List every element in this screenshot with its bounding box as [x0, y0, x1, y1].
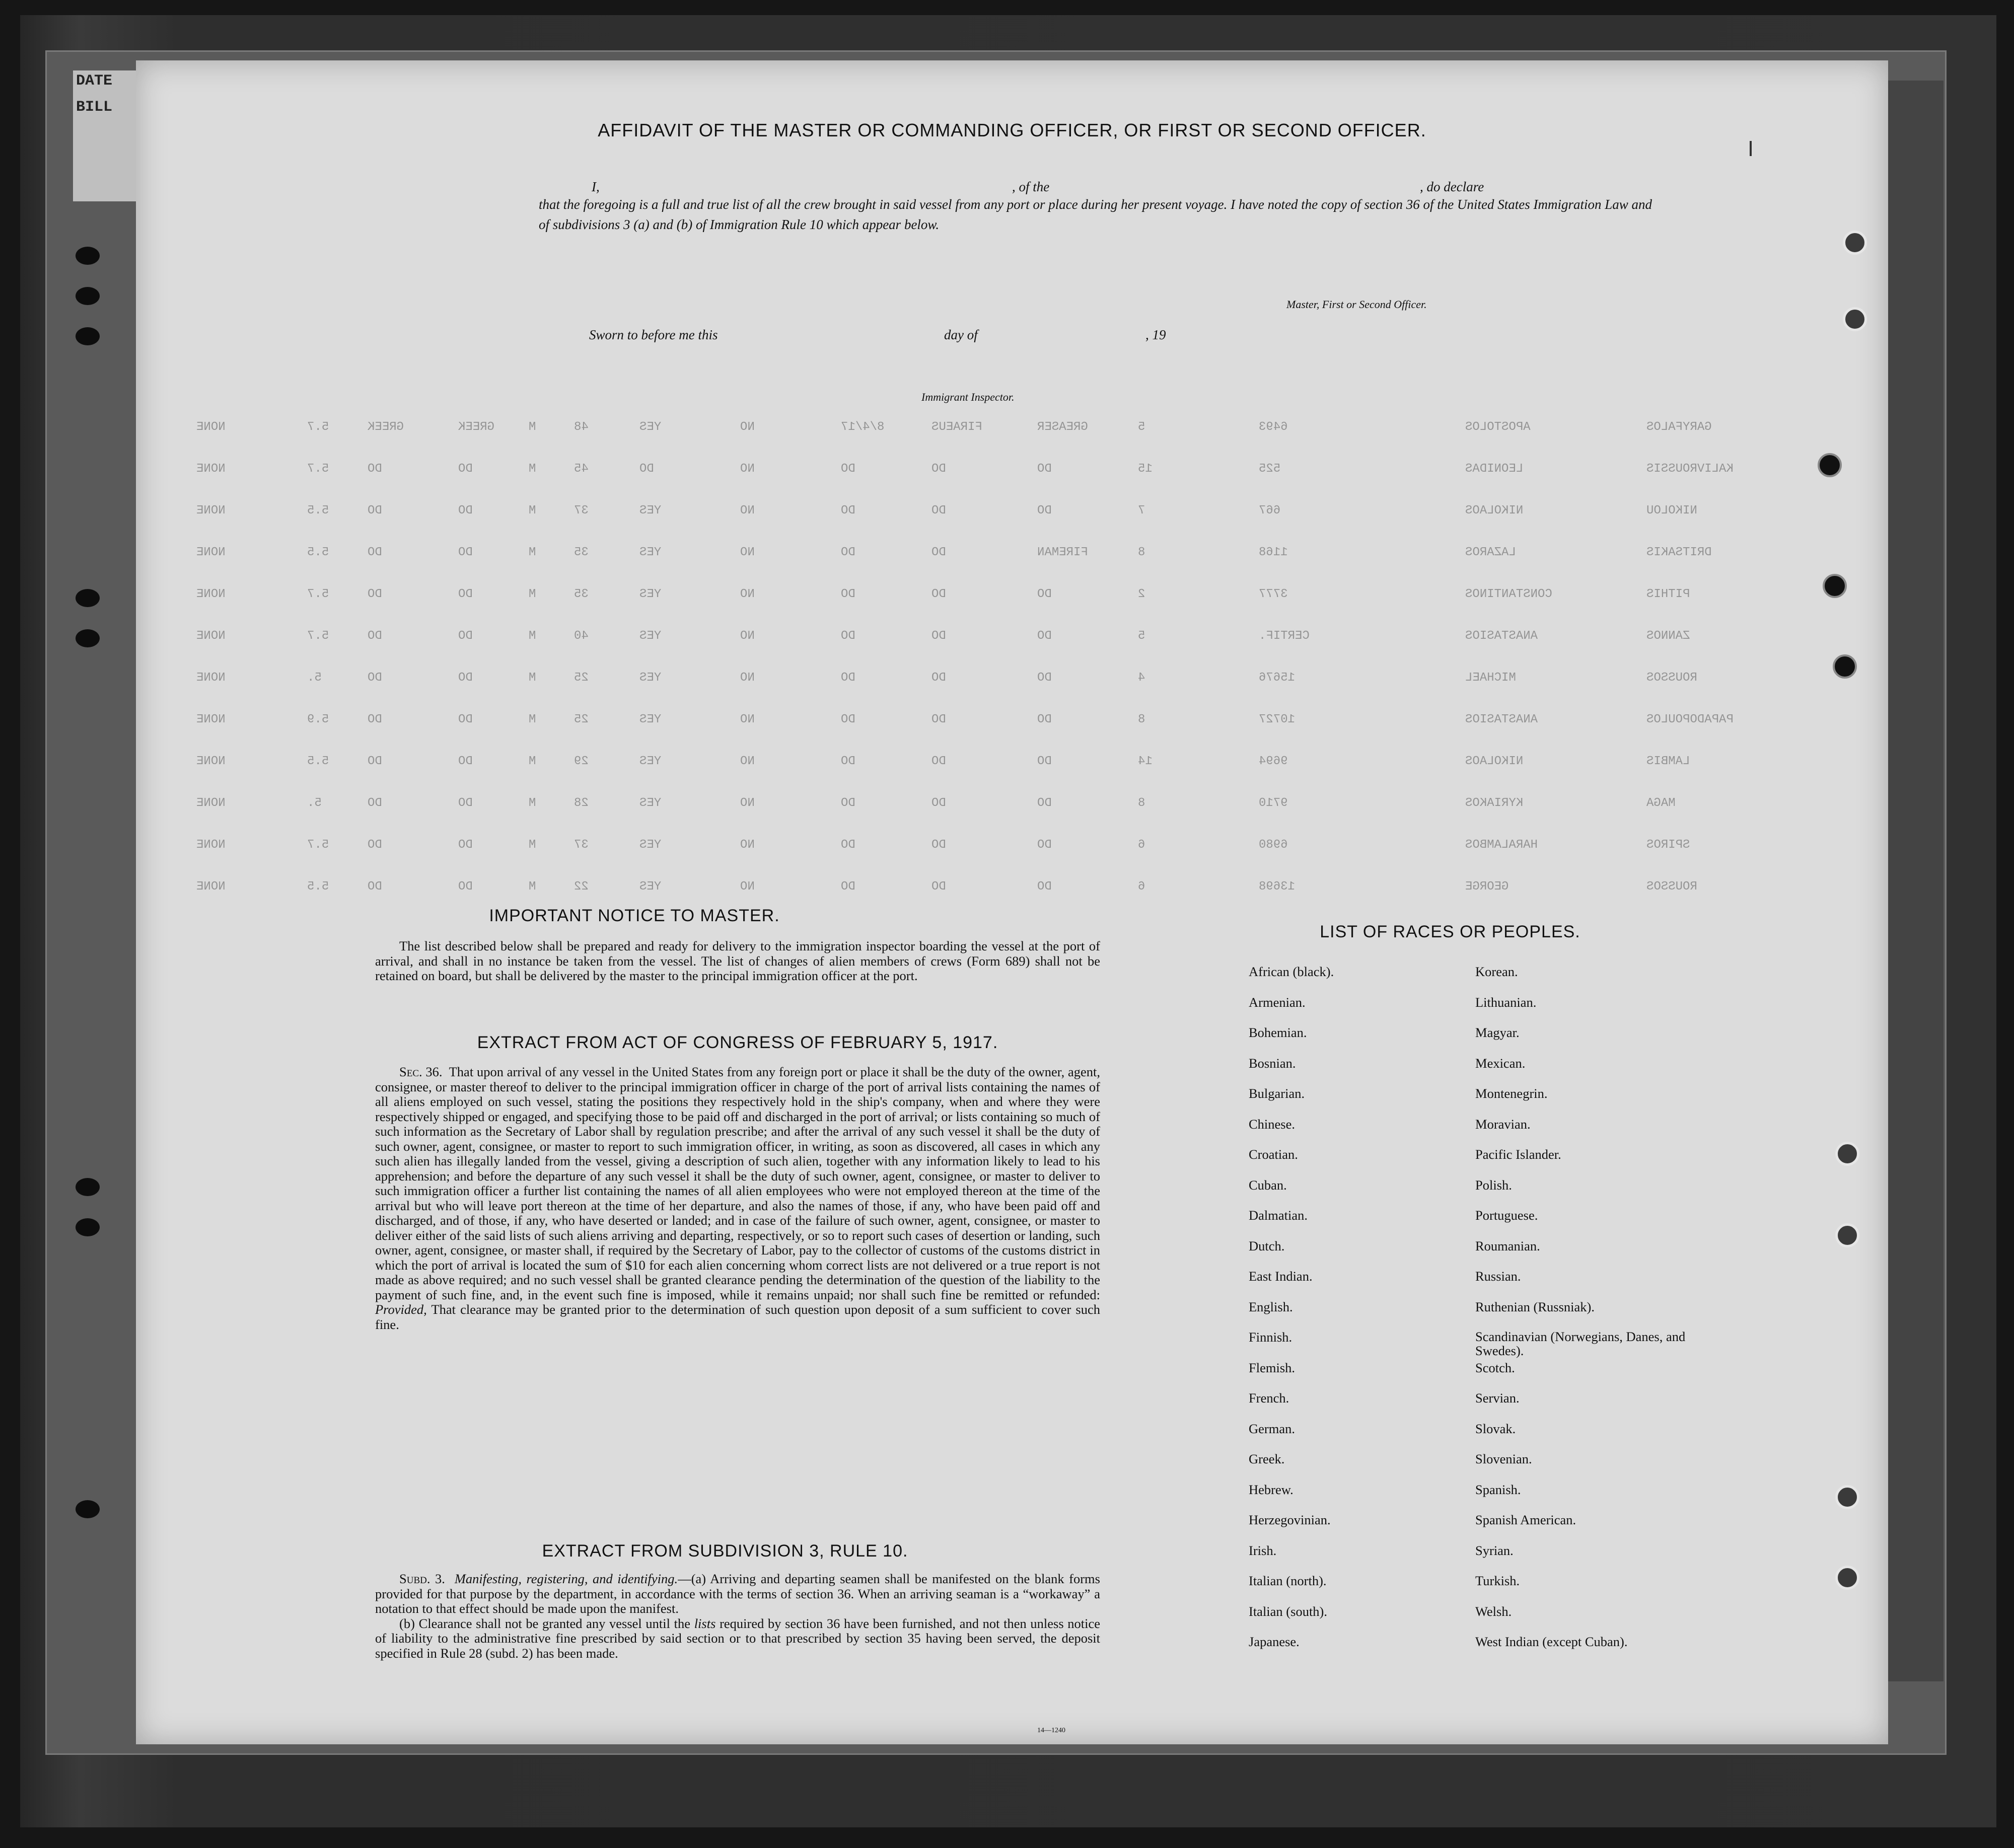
- bleed-through-cell: DO: [931, 755, 946, 768]
- bleed-through-cell: CERTIF.: [1259, 629, 1310, 643]
- race-item: Lithuanian.: [1475, 994, 1537, 1010]
- notice-text: [375, 939, 1100, 984]
- bleed-through-cell: GREEK: [458, 420, 495, 434]
- race-item: Korean.: [1475, 964, 1518, 979]
- race-item: Spanish American.: [1475, 1512, 1576, 1527]
- bleed-through-cell: NO: [740, 755, 755, 768]
- race-item: Moravian.: [1475, 1116, 1531, 1132]
- bleed-through-cell: DO: [1037, 755, 1052, 768]
- underlying-label-date: DATE: [76, 72, 113, 90]
- bleed-through-cell: YES: [639, 671, 662, 685]
- bleed-through-cell: 37: [574, 838, 589, 852]
- bleed-through-cell: DO: [458, 880, 473, 894]
- bleed-through-cell: NO: [740, 713, 755, 726]
- bleed-through-cell: DO: [1037, 838, 1052, 852]
- bleed-through-cell: M: [529, 796, 536, 810]
- bleed-through-cell: LAMBIS: [1646, 755, 1690, 768]
- bleed-through-cell: 8: [1138, 546, 1145, 559]
- bleed-through-cell: M: [529, 880, 536, 894]
- bleed-through-cell: 4: [1138, 671, 1145, 685]
- bleed-through-cell: DO: [1037, 671, 1052, 685]
- binder-hole-icon: [76, 287, 100, 305]
- subdivision-title: Manifesting, registering, and identifying.: [454, 1571, 678, 1586]
- bleed-through-cell: GARYFALOS: [1646, 420, 1712, 434]
- bleed-through-cell: YES: [639, 546, 662, 559]
- race-item: Polish.: [1475, 1177, 1512, 1193]
- bleed-through-cell: FIRAEUS: [931, 420, 982, 434]
- race-item: Syrian.: [1475, 1542, 1514, 1558]
- bleed-through-cell: DO: [1037, 796, 1052, 810]
- bleed-through-row: [136, 462, 1888, 482]
- binder-hole-icon: [76, 1218, 100, 1236]
- bleed-through-cell: 25: [574, 671, 589, 685]
- bleed-through-cell: DO: [368, 671, 382, 685]
- bleed-through-cell: 5.7: [307, 629, 329, 643]
- bleed-through-cell: ZANNOS: [1646, 629, 1690, 643]
- bleed-through-cell: DO: [1037, 880, 1052, 894]
- bleed-through-cell: GEORGE: [1465, 880, 1509, 894]
- bleed-through-cell: 6980: [1259, 838, 1288, 852]
- binder-hole-icon: [76, 327, 100, 345]
- bleed-through-cell: DO: [368, 880, 382, 894]
- bleed-through-cell: 29: [574, 755, 589, 768]
- paragraph-b-post: required by section 36 have been furnished, and not then unless notice of liability to the administrative fine prescribed by said section or to that prescribed by section 35 having been served, the deposit specified in Rule 28 (subd. 2) has been made.: [375, 1615, 1101, 1661]
- bleed-through-cell: ANASTASIOS: [1465, 713, 1538, 726]
- bleed-through-cell: DO: [368, 587, 382, 601]
- bleed-through-cell: DO: [931, 462, 946, 476]
- manifest-page: [136, 60, 1888, 1744]
- bleed-through-cell: DO: [841, 755, 855, 768]
- bleed-through-cell: NONE: [196, 629, 226, 643]
- race-item: Montenegrin.: [1475, 1086, 1548, 1101]
- bleed-through-cell: NO: [740, 880, 755, 894]
- bleed-through-cell: DO: [841, 546, 855, 559]
- punch-hole-icon: [1835, 1485, 1859, 1509]
- bleed-through-cell: DO: [841, 629, 855, 643]
- bleed-through-cell: DO: [1037, 462, 1052, 476]
- bleed-through-cell: 3777: [1259, 587, 1288, 601]
- affidavit-sworn-label: Sworn to before me this: [589, 327, 718, 342]
- race-item: East Indian.: [1249, 1269, 1313, 1284]
- punch-hole-icon: [1835, 1223, 1859, 1247]
- bleed-through-cell: YES: [639, 629, 662, 643]
- race-item: Italian (south).: [1249, 1603, 1328, 1619]
- bleed-through-cell: 22: [574, 880, 589, 894]
- punch-hole-icon: [1835, 1566, 1859, 1590]
- races-heading: LIST OF RACES OR PEOPLES.: [1320, 922, 1580, 941]
- bleed-through-cell: 525: [1259, 462, 1281, 476]
- bleed-through-cell: DO: [931, 713, 946, 726]
- bleed-through-row: [136, 838, 1888, 858]
- bleed-through-cell: NONE: [196, 462, 226, 476]
- bleed-through-cell: 5.9: [307, 713, 329, 726]
- bleed-through-cell: M: [529, 713, 536, 726]
- bleed-through-cell: 5: [1138, 629, 1145, 643]
- affidavit-title: AFFIDAVIT OF THE MASTER OR COMMANDING OFFICER, OR FIRST OR SECOND OFFICER.: [598, 120, 1426, 140]
- bleed-through-cell: NONE: [196, 587, 226, 601]
- bleed-through-cell: M: [529, 462, 536, 476]
- bleed-through-cell: DO: [458, 587, 473, 601]
- bleed-through-cell: 8: [1138, 713, 1145, 726]
- bleed-through-cell: NIKOLAOS: [1465, 504, 1524, 518]
- race-item: Bulgarian.: [1249, 1086, 1305, 1101]
- bleed-through-cell: 45: [574, 462, 589, 476]
- bleed-through-cell: DO: [368, 796, 382, 810]
- bleed-through-cell: 5.: [307, 796, 322, 810]
- race-item: Irish.: [1249, 1542, 1277, 1558]
- bleed-through-cell: 5.5: [307, 504, 329, 518]
- bleed-through-cell: 9710: [1259, 796, 1288, 810]
- bleed-through-cell: KALIVROUSSIS: [1646, 462, 1734, 476]
- bleed-through-cell: 6: [1138, 880, 1145, 894]
- race-item: Armenian.: [1249, 994, 1306, 1010]
- bleed-through-cell: DO: [931, 587, 946, 601]
- affidavit-officer-label: Master, First or Second Officer.: [1286, 298, 1427, 311]
- bleed-through-cell: NO: [740, 546, 755, 559]
- race-item: Scotch.: [1475, 1360, 1515, 1375]
- bleed-through-cell: NO: [740, 838, 755, 852]
- race-item: English.: [1249, 1299, 1293, 1314]
- bleed-through-cell: 10727: [1259, 713, 1296, 726]
- bleed-through-cell: NIKOLOU: [1646, 504, 1697, 518]
- race-item: Mexican.: [1475, 1055, 1526, 1071]
- race-item: Bosnian.: [1249, 1055, 1296, 1071]
- binder-hole-icon: [76, 629, 100, 647]
- bleed-through-cell: 37: [574, 504, 589, 518]
- punch-hole-icon: [1835, 1142, 1859, 1166]
- bleed-through-cell: ANASTASIOS: [1465, 629, 1538, 643]
- bleed-through-cell: NO: [740, 587, 755, 601]
- affidavit-i-label: I,: [592, 179, 600, 194]
- bleed-through-cell: M: [529, 504, 536, 518]
- bleed-through-cell: SPIROS: [1646, 838, 1690, 852]
- bleed-through-cell: YES: [639, 755, 662, 768]
- bleed-through-cell: M: [529, 587, 536, 601]
- bleed-through-cell: 28: [574, 796, 589, 810]
- bleed-through-cell: DO: [841, 713, 855, 726]
- race-item: Ruthenian (Russniak).: [1475, 1299, 1595, 1314]
- bleed-through-cell: NO: [740, 671, 755, 685]
- bleed-through-cell: 6: [1138, 838, 1145, 852]
- race-item: Hebrew.: [1249, 1482, 1293, 1497]
- bleed-through-cell: NONE: [196, 755, 226, 768]
- bleed-through-cell: NONE: [196, 838, 226, 852]
- bleed-through-cell: DO: [368, 462, 382, 476]
- bleed-through-cell: 25: [574, 713, 589, 726]
- bleed-through-cell: NO: [740, 420, 755, 434]
- punch-hole-icon: [1833, 654, 1857, 679]
- bleed-through-row: [136, 755, 1888, 775]
- race-item: Cuban.: [1249, 1177, 1287, 1193]
- bleed-through-cell: CONSTANTINOS: [1465, 587, 1552, 601]
- paragraph-b-lists: lists: [694, 1615, 716, 1631]
- punch-hole-icon: [1843, 307, 1867, 331]
- race-item: Scandinavian (Norwegians, Danes, and Swedes).: [1475, 1329, 1686, 1358]
- bleed-through-cell: YES: [639, 713, 662, 726]
- affidavit-year-label: , 19: [1145, 327, 1166, 342]
- bleed-through-cell: PITHIS: [1646, 587, 1690, 601]
- bleed-through-cell: 5: [1138, 420, 1145, 434]
- bleed-through-cell: APOSTOLOS: [1465, 420, 1531, 434]
- paragraph-b-label: (b): [399, 1615, 415, 1631]
- bleed-through-cell: DO: [841, 504, 855, 518]
- affidavit-inspector-label: Immigrant Inspector.: [921, 391, 1015, 403]
- bleed-through-cell: M: [529, 420, 536, 434]
- bleed-through-cell: 6493: [1259, 420, 1288, 434]
- bleed-through-row: [136, 546, 1888, 566]
- bleed-through-row: [136, 796, 1888, 817]
- race-item: Spanish.: [1475, 1482, 1521, 1497]
- rule-extract-text: [375, 1572, 1100, 1661]
- rule-extract-heading: EXTRACT FROM SUBDIVISION 3, RULE 10.: [542, 1541, 908, 1561]
- bleed-through-cell: GREEK: [368, 420, 404, 434]
- bleed-through-cell: 8/4/17: [841, 420, 885, 434]
- race-item: Turkish.: [1475, 1573, 1520, 1588]
- bleed-through-cell: 9694: [1259, 755, 1288, 768]
- bleed-through-cell: DO: [368, 755, 382, 768]
- bleed-through-cell: HARALAMBOS: [1465, 838, 1538, 852]
- bleed-through-cell: M: [529, 671, 536, 685]
- bleed-through-cell: NONE: [196, 671, 226, 685]
- bleed-through-cell: YES: [639, 796, 662, 810]
- bleed-through-row: [136, 671, 1888, 691]
- binder-hole-icon: [76, 1178, 100, 1196]
- race-item: Croatian.: [1249, 1147, 1298, 1162]
- subdivision-label: Subd. 3.: [399, 1571, 445, 1586]
- bleed-through-cell: 14: [1138, 755, 1153, 768]
- paragraph-a-label: —(a): [678, 1571, 706, 1586]
- bleed-through-cell: DO: [639, 462, 654, 476]
- race-item: West Indian (except Cuban).: [1475, 1634, 1628, 1649]
- bleed-through-cell: LAZAROS: [1465, 546, 1516, 559]
- bleed-through-cell: KYRIAKOS: [1465, 796, 1524, 810]
- bleed-through-cell: NONE: [196, 796, 226, 810]
- race-item: Portuguese.: [1475, 1208, 1538, 1223]
- race-item: Roumanian.: [1475, 1238, 1540, 1253]
- bleed-through-cell: DO: [368, 713, 382, 726]
- bleed-through-cell: DO: [458, 504, 473, 518]
- notice-paragraph: The list described below shall be prepared and ready for delivery to the immigration inspector boarding the vessel at the port of arrival, and shall in no instance be taken from the vessel. The list of changes of alien members of crews (Form 689) shall not be retained on board, but shall be delivered by the master to the principal immigration officer at the port.: [375, 938, 1100, 983]
- race-item: Finnish.: [1249, 1329, 1292, 1345]
- bleed-through-cell: DO: [368, 504, 382, 518]
- race-item: Slovenian.: [1475, 1451, 1532, 1466]
- bleed-through-cell: 5.: [307, 671, 322, 685]
- bleed-through-cell: M: [529, 755, 536, 768]
- bleed-through-cell: M: [529, 838, 536, 852]
- binder-hole-icon: [76, 589, 100, 607]
- bleed-through-cell: 7: [1138, 504, 1145, 518]
- paragraph-b-pre: Clearance shall not be granted any vessel until the: [418, 1615, 691, 1631]
- bleed-through-cell: DO: [368, 629, 382, 643]
- bleed-through-row: [136, 629, 1888, 649]
- bleed-through-cell: DO: [841, 796, 855, 810]
- bleed-through-cell: DO: [368, 838, 382, 852]
- race-item: French.: [1249, 1390, 1289, 1406]
- bleed-through-cell: YES: [639, 880, 662, 894]
- race-item: Chinese.: [1249, 1116, 1295, 1132]
- bleed-through-cell: NO: [740, 504, 755, 518]
- bleed-through-cell: 5.7: [307, 420, 329, 434]
- bleed-through-cell: DO: [841, 880, 855, 894]
- bleed-through-cell: YES: [639, 420, 662, 434]
- race-item: Servian.: [1475, 1390, 1520, 1406]
- bleed-through-cell: NONE: [196, 713, 226, 726]
- binder-hole-icon: [76, 247, 100, 265]
- bleed-through-cell: MAGA: [1646, 796, 1676, 810]
- bleed-through-cell: 35: [574, 587, 589, 601]
- bleed-through-cell: 5.7: [307, 838, 329, 852]
- race-item: Dalmatian.: [1249, 1208, 1308, 1223]
- race-item: Slovak.: [1475, 1421, 1516, 1436]
- rule-paragraph-b: [375, 1616, 1100, 1661]
- bleed-through-cell: 40: [574, 629, 589, 643]
- race-item: Italian (north).: [1249, 1573, 1327, 1588]
- bleed-through-cell: DO: [841, 462, 855, 476]
- bleed-through-cell: PAPADOPOULOS: [1646, 713, 1734, 726]
- bleed-through-cell: 48: [574, 420, 589, 434]
- bleed-through-cell: DO: [841, 671, 855, 685]
- bleed-through-cell: NONE: [196, 546, 226, 559]
- bleed-through-cell: NONE: [196, 420, 226, 434]
- races-right-column: [1475, 964, 1707, 1665]
- race-item: Pacific Islander.: [1475, 1147, 1561, 1162]
- bleed-through-cell: DO: [1037, 587, 1052, 601]
- bleed-through-cell: 1168: [1259, 546, 1288, 559]
- bleed-through-cell: DO: [458, 546, 473, 559]
- bleed-through-cell: DO: [1037, 713, 1052, 726]
- bleed-through-cell: DO: [458, 838, 473, 852]
- bleed-through-cell: NO: [740, 796, 755, 810]
- affidavit-body: that the foregoing is a full and true list of all the crew brought in said vessel from any port or place during her present voyage. I have noted the copy of section 36 of the United States Immigration Law and of subdivisions 3 (a) and (b) of Immigration Rule 10 which appear below.: [539, 197, 1652, 232]
- bleed-through-cell: DO: [1037, 504, 1052, 518]
- pen-tick-mark: [1750, 141, 1752, 156]
- race-item: African (black).: [1249, 964, 1334, 979]
- act-extract-body: That upon arrival of any vessel in the United States from any foreign port or place it shall be the duty of the owner, agent, consignee, or master thereof to deliver to the principal immigration officer in charge of the port of arrival lists containing the names of all aliens employed on such vessel, stating the positions they respectively hold in the ship's company, when and where they were respectively shipped or engaged, and specifying those to be paid off and discharged in the port of arrival; or lists containing so much of such information as the Secretary of Labor shall by regulation prescribe; and after the arrival of any such vessel it shall be the duty of such owner, agent, consignee, or master to report to such immigration officer, in writing, as soon as discovered, all cases in which any such alien has illegally landed from the vessel, giving a description of such alien, together with any information likely to lead to his apprehension; and before the departure of any such vessel it shall be the duty of such owner, agent, consignee, or master to deliver to such immigration officer a further list containing the names of all alien employees who were not employed thereon at the time of the arrival but who will leave port thereon at the time of her departure, and also the names of those, if any, who have been paid off and discharged, and of those, if any, who have deserted or landed; and in case of the failure of such owner, agent, consignee, or master to deliver either of the said lists of such aliens arriving and departing, respectively, or so to report such cases of desertion or landing, such owner, agent, consignee, or master shall, if required by the Secretary of Labor, pay to the collector of customs of the customs district in which the port of arrival is located the sum of $10 for each alien concerning whom correct lists are not delivered or a true report is not made as above required; and no such vessel shall be granted clearance pending the determination of the question of the liability to the payment of such fine, and, in the event such fine is imposed, while it remains unpaid; nor shall such fine be remitted or refunded:: [375, 1064, 1100, 1302]
- bleed-through-cell: YES: [639, 838, 662, 852]
- bleed-through-cell: YES: [639, 504, 662, 518]
- bleed-through-cell: NONE: [196, 880, 226, 894]
- bleed-through-cell: DO: [458, 796, 473, 810]
- paragraph-a-text: Arriving and departing seamen shall be manifested on the blank forms provided for that purpose by the department, in accordance with the terms of section 36. When an arriving seaman is a “workaway” a notation to that effect should be made upon the manifest.: [375, 1571, 1100, 1616]
- bleed-through-cell: DO: [458, 755, 473, 768]
- affidavit-day-label: day of: [944, 327, 978, 342]
- bleed-through-cell: DO: [458, 462, 473, 476]
- bleed-through-cell: DO: [931, 504, 946, 518]
- act-extract-paragraph: [375, 1065, 1100, 1332]
- race-item: Magyar.: [1475, 1025, 1520, 1040]
- bleed-through-cell: 15: [1138, 462, 1153, 476]
- bleed-through-cell: 15676: [1259, 671, 1296, 685]
- bleed-through-cell: 2: [1138, 587, 1145, 601]
- bleed-through-cell: M: [529, 546, 536, 559]
- act-extract-heading: EXTRACT FROM ACT OF CONGRESS OF FEBRUARY 5, 1917.: [477, 1033, 998, 1052]
- bleed-through-cell: NO: [740, 462, 755, 476]
- bleed-through-cell: DO: [931, 880, 946, 894]
- race-item: Flemish.: [1249, 1360, 1296, 1375]
- race-item: Greek.: [1249, 1451, 1285, 1466]
- bleed-through-cell: DO: [931, 796, 946, 810]
- affidavit-of-the-label: , of the: [1012, 179, 1050, 194]
- bleed-through-cell: LEONIDAS: [1465, 462, 1524, 476]
- binder-hole-icon: [76, 1500, 100, 1518]
- punch-hole-icon: [1818, 453, 1842, 477]
- race-item: Japanese.: [1249, 1634, 1300, 1649]
- bleed-through-cell: ROUSSOS: [1646, 671, 1697, 685]
- rule-paragraph-a: [375, 1572, 1100, 1616]
- section-label: Sec. 36.: [399, 1064, 443, 1079]
- bleed-through-cell: NONE: [196, 504, 226, 518]
- race-item: Welsh.: [1475, 1603, 1512, 1619]
- bleed-through-cell: M: [529, 629, 536, 643]
- punch-hole-icon: [1843, 231, 1867, 255]
- race-item: Herzegovinian.: [1249, 1512, 1331, 1527]
- bleed-through-cell: DO: [931, 629, 946, 643]
- bleed-through-cell: NIKOLAOS: [1465, 755, 1524, 768]
- bleed-through-cell: 5.5: [307, 880, 329, 894]
- underlying-label-bill: BILL: [76, 99, 113, 116]
- race-item: Bohemian.: [1249, 1025, 1307, 1040]
- notice-heading: IMPORTANT NOTICE TO MASTER.: [489, 906, 780, 925]
- bleed-through-cell: DO: [458, 713, 473, 726]
- race-item: Dutch.: [1249, 1238, 1285, 1253]
- bleed-through-row: [136, 420, 1888, 440]
- bleed-through-cell: NO: [740, 629, 755, 643]
- bleed-through-cell: DO: [1037, 629, 1052, 643]
- bleed-through-row: [136, 880, 1888, 900]
- right-edge-strip: [1888, 81, 1944, 1681]
- bleed-through-cell: DO: [841, 587, 855, 601]
- bleed-through-cell: ROUSSOS: [1646, 880, 1697, 894]
- races-left-column: [1249, 964, 1480, 1665]
- bleed-through-cell: DO: [931, 838, 946, 852]
- bleed-through-row: [136, 504, 1888, 524]
- bleed-through-cell: 5.7: [307, 587, 329, 601]
- act-extract-text: [375, 1065, 1100, 1332]
- form-number: 14—1240: [1037, 1727, 1065, 1734]
- punch-hole-icon: [1823, 574, 1847, 598]
- bleed-through-cell: DRITSAKIS: [1646, 546, 1712, 559]
- bleed-through-row: [136, 713, 1888, 733]
- bleed-through-cell: YES: [639, 587, 662, 601]
- bleed-through-cell: DO: [458, 671, 473, 685]
- bleed-through-cell: DO: [841, 838, 855, 852]
- proviso-label: Provided,: [375, 1302, 427, 1317]
- bleed-through-cell: 8: [1138, 796, 1145, 810]
- bleed-through-row: [136, 587, 1888, 608]
- bleed-through-cell: DO: [458, 629, 473, 643]
- bleed-through-cell: MICHAEL: [1465, 671, 1516, 685]
- bleed-through-cell: DO: [368, 546, 382, 559]
- race-item: German.: [1249, 1421, 1295, 1436]
- bleed-through-cell: FIREMAN: [1037, 546, 1088, 559]
- bleed-through-cell: 13698: [1259, 880, 1296, 894]
- bleed-through-cell: GREASER: [1037, 420, 1088, 434]
- bleed-through-cell: 5.5: [307, 755, 329, 768]
- proviso-text: That clearance may be granted prior to the determination of such question upon deposit of a sum sufficient to cover such fine.: [375, 1302, 1100, 1332]
- bleed-through-cell: 5.5: [307, 546, 329, 559]
- bleed-through-cell: 5.7: [307, 462, 329, 476]
- bleed-through-cell: 35: [574, 546, 589, 559]
- affidavit-declare-label: , do declare: [1420, 179, 1484, 194]
- race-item: Russian.: [1475, 1269, 1521, 1284]
- bleed-through-cell: DO: [931, 546, 946, 559]
- bleed-through-cell: DO: [931, 671, 946, 685]
- bleed-through-cell: 667: [1259, 504, 1281, 518]
